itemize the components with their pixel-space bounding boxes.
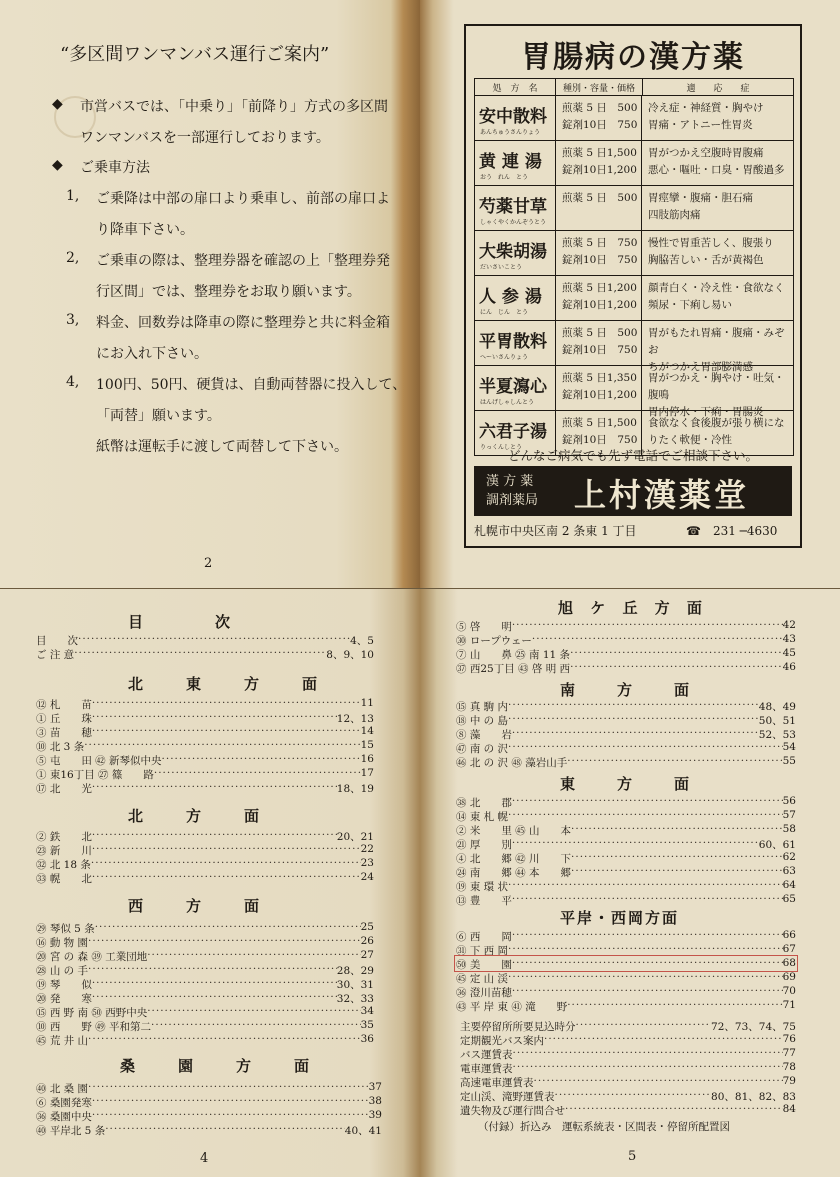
price-line: 煎薬 5 日1,500: [562, 417, 637, 429]
entry-page: 28、29: [336, 965, 374, 977]
entry-page: 56: [782, 795, 796, 807]
toc-entry: [36, 1081, 382, 1094]
price-line: 錠剤10日1,200: [562, 389, 637, 401]
medicine-name: 安中散料: [479, 107, 547, 127]
entry-label: ㉛ 下 西 岡: [456, 945, 509, 957]
entry-label: ㉔ 南 郷 ㊹ 本 郷: [456, 867, 572, 879]
price-line: 煎薬 5 日1,200: [562, 282, 637, 294]
toc-entry: [460, 1061, 796, 1074]
entry-label: ⑳ 宮 の 森 ㊴ 工業団地: [36, 951, 148, 963]
toc-entry: [36, 1033, 374, 1046]
item-line: ご乗車の際は、整理券器を確認の上「整理券発: [96, 253, 390, 269]
medicine-reading: おう れん とう: [480, 174, 529, 181]
toc-entry: [36, 921, 374, 934]
indication-line: りたく軟便・冷性: [648, 434, 732, 446]
page-5-toc: [420, 589, 840, 1177]
entry-label: ㊸ 平 岸 東 ㊶ 滝 野: [456, 1001, 568, 1013]
entry-label: ㉝ 幌 北: [36, 873, 92, 885]
entry-page: 66: [782, 929, 796, 941]
item-line: にお入れ下さい。: [96, 346, 208, 362]
entry-label: ㊻ 北 の 沢 ㊽ 藻岩山手: [456, 757, 568, 769]
entry-label: ⑬ 豊 平: [456, 895, 512, 907]
medicine-reading: へーいさんりょう: [480, 354, 529, 361]
section-title: 旭 ケ 丘 方 面: [558, 599, 708, 617]
toc-entry: [456, 795, 796, 808]
page-3-advertisement: [420, 0, 840, 588]
entry-label: ㊼ 南 の 沢: [456, 743, 509, 755]
entry-page: 60、61: [758, 839, 796, 851]
table-row: [475, 366, 793, 418]
entry-label: 定期観光バス案内: [460, 1035, 544, 1047]
toc-entry: [36, 1095, 382, 1108]
toc-entry: [36, 697, 374, 710]
entry-page: 40、41: [344, 1125, 382, 1137]
entry-page: 22: [360, 843, 374, 855]
indication-line: 胃がつかえ空腹時胃腹痛: [648, 147, 764, 159]
entry-label: ⑥ 西 岡: [456, 931, 512, 943]
entry-page: 48、49: [758, 701, 796, 713]
toc-entry: [456, 837, 796, 850]
entry-label: ⑩ 西 野 ㊾ 平和第二: [36, 1021, 152, 1033]
item-line: 行区間」では、整理券をお取り願います。: [96, 284, 361, 300]
entry-page: 54: [782, 741, 796, 753]
item-number: 2,: [66, 250, 80, 266]
entry-page: 55: [782, 755, 796, 767]
entry-page: 58: [782, 823, 796, 835]
toc-entry: [460, 1103, 796, 1116]
medicine-name: 六君子湯: [479, 422, 547, 442]
bullet1-line2: ワンマンバスを一部運行しております。: [80, 130, 330, 146]
entry-label: ㉙ 琴似 5 条: [36, 923, 95, 935]
entry-label: 目 次: [36, 635, 78, 647]
entry-page: 14: [360, 725, 374, 737]
entry-page: 63: [782, 865, 796, 877]
indication-line: ちがつかえ胃部膨満感: [648, 361, 753, 373]
toc-entry: [456, 893, 796, 906]
toc-entry: [456, 971, 796, 984]
entry-label: ⑮ 西 野 南 ㊿ 西野中央: [36, 1007, 148, 1019]
page-number: 5: [628, 1149, 637, 1164]
medicine-name: 半夏瀉心: [479, 377, 547, 397]
medicine-reading: だいさいことう: [480, 264, 523, 271]
medicine-reading: はんげしゃしんとう: [480, 399, 535, 406]
entry-page: 46: [782, 661, 796, 673]
header-price: 種別・容量・価格: [556, 79, 643, 95]
entry-page: 4、5: [350, 635, 374, 647]
entry-page: 76: [782, 1033, 796, 1045]
toc-entry: [456, 741, 796, 754]
toc-entry-highlighted: [456, 957, 796, 970]
price-line: 錠剤10日 750: [562, 434, 638, 446]
indication-line: 胃内停水・下痢・胃腸炎: [648, 406, 764, 418]
toc-entry: [36, 1019, 374, 1032]
entry-page: 20、21: [336, 831, 374, 843]
page-number: 4: [200, 1151, 209, 1166]
bullet2: ご乗車方法: [80, 160, 150, 176]
entry-label: ⑲ 東 環 状: [456, 881, 509, 893]
toc-entry: [36, 935, 374, 948]
medicine-reading: りっくんしとう: [480, 444, 523, 451]
entry-label: ② 鉄 北: [36, 831, 92, 843]
entry-page: 79: [782, 1075, 796, 1087]
item-line: 料金、回数券は降車の際に整理券と共に料金箱: [96, 315, 390, 331]
entry-page: 45: [782, 647, 796, 659]
toc-entry: [36, 633, 374, 646]
ad-title: 胃腸病の漢方薬: [521, 40, 745, 75]
entry-page: 30、31: [336, 979, 374, 991]
toc-entry: [456, 619, 796, 632]
toc-entry: [456, 999, 796, 1012]
entry-page: 27: [360, 949, 374, 961]
section-title: 南 方 面: [560, 681, 694, 699]
entry-page: 37: [368, 1081, 382, 1093]
entry-page: 70: [782, 985, 796, 997]
diamond-bullet-icon: ◆: [52, 157, 63, 173]
item-line: り降車下さい。: [96, 222, 194, 238]
entry-label: ② 米 里 ㊺ 山 本: [456, 825, 572, 837]
toc-entry: [36, 711, 374, 724]
price-line: 錠剤10日 750: [562, 254, 638, 266]
entry-page: 36: [360, 1033, 374, 1045]
toc-entry: [36, 767, 374, 780]
entry-page: 67: [782, 943, 796, 955]
entry-page: 11: [360, 697, 374, 709]
entry-label: バス運賃表: [460, 1049, 513, 1061]
entry-page: 8、9、10: [326, 649, 374, 661]
entry-label: ⑤ 屯 田 ㊷ 新琴似中央: [36, 755, 162, 767]
entry-page: 77: [782, 1047, 796, 1059]
toc-entry: [460, 1019, 796, 1032]
entry-label: ④ 北 郷 ㊷ 川 下: [456, 853, 572, 865]
shop-phone: ☎ 231 ─4630: [686, 524, 778, 538]
toc-entry: [456, 727, 796, 740]
indication-line: 食欲なく食後腹が張り横にな: [648, 417, 785, 429]
toc-entry: [460, 1047, 796, 1060]
toc-entry: [456, 929, 796, 942]
entry-label: ⑰ 北 光: [36, 783, 92, 795]
entry-label: ㊺ 定 山 渓: [456, 973, 509, 985]
diamond-bullet-icon: ◆: [52, 96, 63, 112]
item-number: 3,: [66, 312, 80, 328]
entry-label: ㉚ ロープウェー: [456, 635, 532, 647]
section-title: 北 東 方 面: [128, 675, 332, 693]
toc-entry: [456, 879, 796, 892]
indication-line: 胸脇苦しい・舌が黄褐色: [648, 254, 764, 266]
medicine-name: 黄 連 湯: [479, 152, 542, 172]
indication-line: 頻尿・下痢し易い: [648, 299, 732, 311]
toc-entry: [36, 857, 374, 870]
entry-page: 50、51: [758, 715, 796, 727]
entry-label: ㉑ 厚 別: [456, 839, 512, 851]
section-title: 東 方 面: [560, 775, 694, 793]
entry-label: ㊳ 北 郡: [456, 797, 512, 809]
appendix-note: （付録）折込み 運転系統表・区間表・停留所配置図: [478, 1121, 730, 1133]
toc-entry: [36, 991, 374, 1004]
entry-page: 39: [368, 1109, 382, 1121]
page-2: [0, 0, 420, 588]
entry-label: ⑳ 発 寒: [36, 993, 92, 1005]
entry-label: ① 丘 珠: [36, 713, 92, 725]
entry-page: 26: [360, 935, 374, 947]
ad-box: [464, 24, 802, 548]
entry-page: 34: [360, 1005, 374, 1017]
entry-label: ⑯ 動 物 園: [36, 937, 89, 949]
medicine-name: 芍薬甘草: [479, 197, 547, 217]
entry-page: 12、13: [336, 713, 374, 725]
entry-label: ㊲ 西25丁目 ㊸ 啓 明 西: [456, 663, 571, 675]
medicine-name: 人 参 湯: [479, 287, 542, 307]
ad-notice: どんなご病気でも先ず電話でご相談下さい。: [507, 448, 758, 463]
toc-entry: [456, 755, 796, 768]
entry-page: 15: [360, 739, 374, 751]
price-line: 煎薬 5 日 750: [562, 237, 638, 249]
item-number: 1,: [66, 188, 80, 204]
entry-label: ㉘ 山 の 手: [36, 965, 89, 977]
entry-label: ㉓ 新 川: [36, 845, 92, 857]
toc-entry: [456, 647, 796, 660]
entry-page: 62: [782, 851, 796, 863]
medicine-reading: にん じん とう: [480, 309, 529, 316]
entry-label: 高速電車運賃表: [460, 1077, 534, 1089]
entry-label: ⑲ 琴 似: [36, 979, 92, 991]
indication-line: 慢性で胃重苦しく、腹張り: [648, 237, 774, 249]
table-row: [475, 231, 793, 276]
entry-page: 72、73、74、75: [711, 1021, 796, 1033]
medicine-reading: あんちゅうさんりょう: [480, 129, 541, 136]
entry-label: ㊿ 美 園: [456, 959, 512, 971]
toc-entry: [36, 843, 374, 856]
indication-line: 胃痙攣・腹痛・胆石痛: [648, 192, 753, 204]
entry-label: ⑮ 真 駒 内: [456, 701, 509, 713]
price-line: 煎薬 5 日1,350: [562, 372, 637, 384]
medicine-name: 大柴胡湯: [479, 242, 547, 262]
item-note: 紙幣は運転手に渡して両替して下さい。: [96, 439, 348, 455]
toc-entry: [456, 823, 796, 836]
page-number: 2: [204, 556, 213, 571]
entry-page: 25: [360, 921, 374, 933]
toc-entry: [460, 1089, 796, 1102]
header-indication: 適 応 症: [686, 83, 750, 94]
toc-entry: [36, 725, 374, 738]
indication-line: 胃がもたれ胃痛・腹痛・みぞお: [648, 327, 785, 356]
section-title: 北 方 面: [128, 807, 274, 825]
page-4-toc: [0, 589, 420, 1177]
indication-line: 冷え症・神経質・胸やけ: [648, 102, 764, 114]
table-row: [475, 321, 793, 373]
toc-entry: [36, 1123, 382, 1136]
entry-page: 57: [782, 809, 796, 821]
toc-entry: [36, 753, 374, 766]
entry-page: 24: [360, 871, 374, 883]
price-line: 錠剤10日1,200: [562, 299, 637, 311]
entry-label: ⑱ 中 の 島: [456, 715, 509, 727]
entry-label: ⑭ 東 札 幌: [456, 811, 509, 823]
entry-page: 42: [782, 619, 796, 631]
entry-page: 43: [782, 633, 796, 645]
entry-label: ⑤ 啓 明: [456, 621, 512, 633]
section-title: 目 次: [128, 613, 245, 631]
section-title: 平岸・西岡方面: [560, 909, 680, 927]
shop-sub1: 漢 方 薬: [486, 474, 534, 489]
price-line: 煎薬 5 日 500: [562, 102, 638, 114]
item-line: 「両替」願います。: [96, 408, 221, 424]
table-row: [475, 141, 793, 186]
entry-page: 23: [360, 857, 374, 869]
entry-label: ㊵ 平岸北 5 条: [36, 1125, 106, 1137]
entry-page: 69: [782, 971, 796, 983]
entry-label: ⑩ 北 3 条: [36, 741, 85, 753]
entry-page: 35: [360, 1019, 374, 1031]
entry-page: 32、33: [336, 993, 374, 1005]
toc-entry: [36, 949, 374, 962]
header-name: 処 方 名: [475, 79, 556, 95]
price-line: 錠剤10日 750: [562, 119, 638, 131]
announcement-title: “多区間ワンマンバス運行ご案内”: [60, 44, 330, 65]
entry-page: 68: [782, 957, 796, 969]
toc-entry: [36, 739, 374, 752]
entry-page: 52、53: [758, 729, 796, 741]
toc-entry: [36, 871, 374, 884]
shop-sub2: 調剤薬局: [486, 493, 539, 508]
entry-label: 定山渓、滝野運賃表: [460, 1091, 555, 1103]
entry-page: 16: [360, 753, 374, 765]
entry-label: ⑥ 桑園発寒: [36, 1097, 92, 1109]
toc-entry: [36, 1109, 382, 1122]
entry-page: 80、81、82、83: [711, 1091, 796, 1103]
toc-entry: [36, 963, 374, 976]
medicine-name: 平胃散料: [479, 332, 547, 352]
toc-entry: [456, 661, 796, 674]
toc-entry: [460, 1075, 796, 1088]
toc-entry: [456, 713, 796, 726]
entry-label: 遺失物及び運行問合せ: [460, 1105, 565, 1117]
entry-label: ㊱ 澄川苗穂: [456, 987, 512, 999]
indication-line: 悪心・嘔吐・口臭・胃酸過多: [648, 164, 785, 176]
entry-label: ㊺ 荒 井 山: [36, 1035, 89, 1047]
table-row: [475, 276, 793, 321]
entry-label: ① 東16丁目 ㉗ 篠 路: [36, 769, 154, 781]
indication-line: 胃がつかえ・胸やけ・吐気・腹鳴: [648, 372, 785, 401]
entry-page: 17: [360, 767, 374, 779]
entry-label: ⑦ 山 鼻 ㉕ 南 11 条: [456, 649, 571, 661]
table-row: [475, 186, 793, 231]
entry-label: 電車運賃表: [460, 1063, 513, 1075]
entry-page: 78: [782, 1061, 796, 1073]
toc-entry: [456, 865, 796, 878]
toc-entry: [456, 633, 796, 646]
entry-page: 84: [782, 1103, 796, 1115]
shop-address: 札幌市中央区南 2 条東 1 丁目: [474, 524, 637, 538]
toc-entry: [36, 977, 374, 990]
toc-entry: [456, 851, 796, 864]
medicine-reading: しゃくやくかんぞうとう: [480, 219, 547, 226]
entry-label: ㊱ 桑園中央: [36, 1111, 92, 1123]
section-title: 西 方 面: [128, 897, 274, 915]
entry-page: 18、19: [336, 783, 374, 795]
shop-name: 上村漢薬堂: [574, 476, 750, 514]
entry-label: ㉜ 北 18 条: [36, 859, 91, 871]
bullet1-line1: 市営バスでは、「中乗り」「前降り」方式の多区間: [80, 99, 388, 115]
entry-label: ③ 苗 穂: [36, 727, 92, 739]
entry-page: 71: [782, 999, 796, 1011]
item-number: 4,: [66, 374, 80, 390]
toc-entry: [456, 809, 796, 822]
toc-entry: [36, 829, 374, 842]
shop-banner: [474, 466, 792, 516]
toc-entry: [36, 647, 374, 660]
toc-entry: [456, 943, 796, 956]
entry-label: ご 注 意: [36, 649, 75, 661]
entry-page: 38: [368, 1095, 382, 1107]
item-line: 100円、50円、硬貨は、自動両替器に投入して、: [96, 377, 407, 393]
price-line: 煎薬 5 日1,500: [562, 147, 637, 159]
section-title: 桑 園 方 面: [120, 1057, 324, 1075]
entry-page: 65: [782, 893, 796, 905]
price-line: 錠剤10日 750: [562, 344, 638, 356]
entry-label: ⑫ 札 苗: [36, 699, 92, 711]
toc-entry: [456, 699, 796, 712]
table-row: [475, 96, 793, 141]
indication-line: 胃痛・アトニー性胃炎: [648, 119, 753, 131]
price-line: 煎薬 5 日 500: [562, 327, 638, 339]
entry-page: 64: [782, 879, 796, 891]
price-line: 煎薬 5 日 500: [562, 192, 638, 204]
entry-label: ㊵ 北 桑 園: [36, 1083, 89, 1095]
entry-label: 主要停留所所要見込時分: [460, 1021, 576, 1033]
toc-entry: [460, 1033, 796, 1046]
medicine-table: [474, 78, 794, 456]
toc-entry: [456, 985, 796, 998]
entry-label: ⑧ 藻 岩: [456, 729, 512, 741]
item-line: ご乗降は中部の扉口より乗車し、前部の扉口よ: [96, 191, 390, 207]
toc-entry: [36, 1005, 374, 1018]
indication-line: 顔青白く・冷え性・食欲なく: [648, 282, 785, 294]
price-line: 錠剤10日1,200: [562, 164, 637, 176]
indication-line: 四肢筋肉痛: [648, 209, 701, 221]
table-header: [475, 79, 793, 96]
toc-entry: [36, 781, 374, 794]
